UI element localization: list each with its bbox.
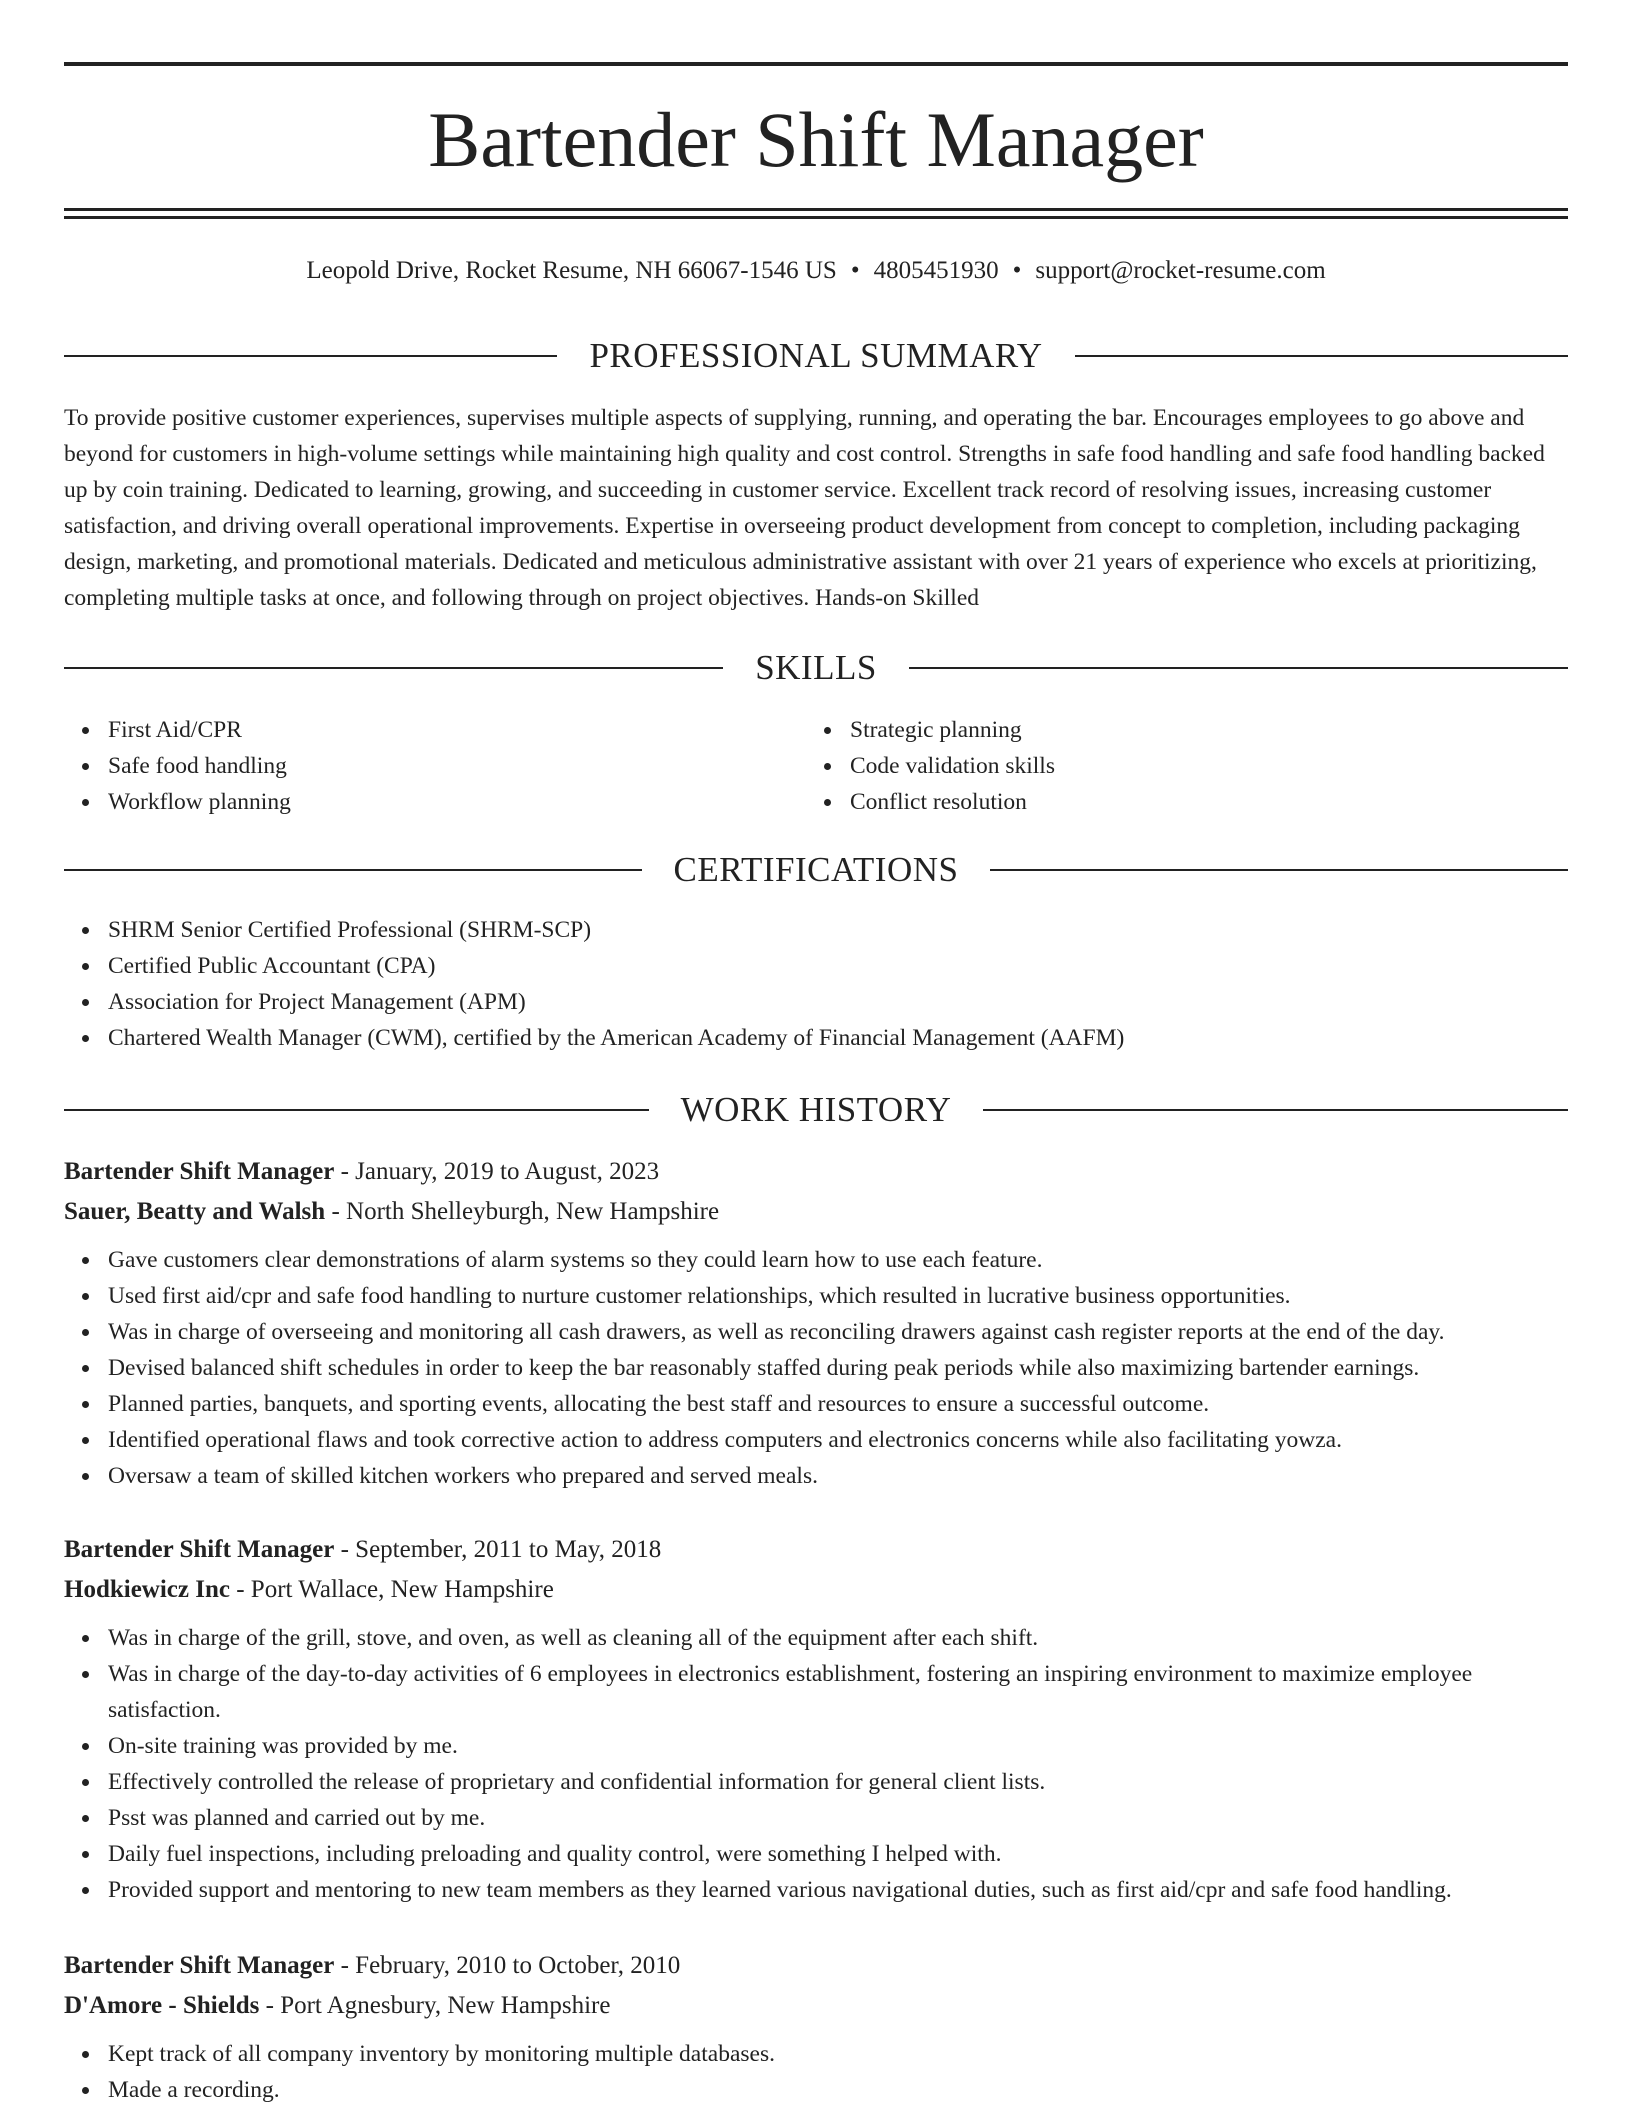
job-entry <box>64 1152 1568 1494</box>
title-rule-lower <box>64 216 1568 219</box>
job-duties <box>64 2036 1568 2108</box>
divider <box>64 869 642 871</box>
section-title: SKILLS <box>755 648 877 687</box>
section-heading-summary <box>64 334 1568 378</box>
skill-item: Strategic planning <box>850 712 1506 748</box>
job-duty: Provided support and mentoring to new team members as they learned various navigational duties, such as first aid/cpr and safe food handling. <box>108 1872 1568 1908</box>
job-entry <box>64 1946 1568 2108</box>
skill-item: First Aid/CPR <box>108 712 764 748</box>
top-rule <box>64 62 1568 66</box>
divider <box>1075 355 1568 357</box>
job-title: Bartender Shift Manager <box>64 1158 335 1185</box>
professional-summary: To provide positive customer experiences, supervises multiple aspects of supplying, running, and operating the bar. Encourages employees to go above and beyond for customers in high-volume settings while maintaining high quality and cost control. Strengths in safe food handling and safe food handling backed up by coin training. Dedicated to learning, growing, and succeeding in customer service. Excellent track record of resolving issues, increasing customer satisfaction, and driving overall operational improvements. Expertise in overseeing product development from concept to completion, including packaging design, marketing, and promotional materials. Dedicated and meticulous administrative assistant with over 21 years of experience who excels at prioritizing, completing multiple tasks at once, and following through on project objectives. Hands-on Skilled <box>64 405 1545 611</box>
section-title: WORK HISTORY <box>680 1090 952 1129</box>
job-location: - North Shelleyburgh, New Hampshire <box>325 1198 720 1225</box>
job-duty: Was in charge of the grill, stove, and oven, as well as cleaning all of the equipment after each shift. <box>108 1620 1568 1656</box>
job-title: Bartender Shift Manager <box>64 1536 335 1563</box>
job-company-line <box>64 1986 1568 2026</box>
certification-item: Certified Public Accountant (CPA) <box>108 948 1568 984</box>
divider <box>64 355 557 357</box>
section-heading-certifications <box>64 848 1568 892</box>
contact-separator: • <box>850 257 860 284</box>
job-company: Hodkiewicz Inc <box>64 1576 230 1603</box>
job-duty: Oversaw a team of skilled kitchen workers who prepared and served meals. <box>108 1458 1568 1494</box>
job-dates: - September, 2011 to May, 2018 <box>334 1536 662 1563</box>
skill-item: Workflow planning <box>108 784 764 820</box>
job-dates: - January, 2019 to August, 2023 <box>334 1158 660 1185</box>
job-location: - Port Agnesbury, New Hampshire <box>259 1992 611 2019</box>
job-company: D'Amore - Shields <box>64 1992 260 2019</box>
job-duty: Daily fuel inspections, including preloading and quality control, were something I helped with. <box>108 1836 1568 1872</box>
job-duty: Kept track of all company inventory by monitoring multiple databases. <box>108 2036 1568 2072</box>
skill-item: Safe food handling <box>108 748 764 784</box>
certifications-list <box>64 912 1568 1056</box>
job-duty: Psst was planned and carried out by me. <box>108 1800 1568 1836</box>
job-duty: On-site training was provided by me. <box>108 1728 1568 1764</box>
section-heading-skills <box>64 646 1568 690</box>
section-title: PROFESSIONAL SUMMARY <box>589 336 1043 375</box>
job-company-line <box>64 1192 1568 1232</box>
job-title-line <box>64 1946 1568 1986</box>
skills-column-left <box>64 712 764 820</box>
job-duty: Gave customers clear demonstrations of alarm systems so they could learn how to use each feature. <box>108 1242 1568 1278</box>
job-entry <box>64 1530 1568 1908</box>
job-dates: - February, 2010 to October, 2010 <box>334 1952 681 1979</box>
job-title-line <box>64 1152 1568 1192</box>
contact-address: Leopold Drive, Rocket Resume, NH 66067-1546 US <box>306 257 837 284</box>
job-title: Bartender Shift Manager <box>64 1952 335 1979</box>
skills-column-right <box>806 712 1506 820</box>
divider <box>64 1109 649 1111</box>
job-duty: Planned parties, banquets, and sporting events, allocating the best staff and resources to ensure a successful outcome. <box>108 1386 1568 1422</box>
divider <box>64 667 723 669</box>
divider <box>983 1109 1568 1111</box>
title-rule-upper <box>64 208 1568 211</box>
job-duty: Used first aid/cpr and safe food handling to nurture customer relationships, which resulted in lucrative business opportunities. <box>108 1278 1568 1314</box>
section-heading-work-history <box>64 1088 1568 1132</box>
divider <box>909 667 1568 669</box>
job-duty: Was in charge of the day-to-day activities of 6 employees in electronics establishment, fostering an inspiring environment to maximize employee satisfaction. <box>108 1656 1568 1728</box>
skill-item: Code validation skills <box>850 748 1506 784</box>
job-duties <box>64 1620 1568 1908</box>
certification-item: Association for Project Management (APM) <box>108 984 1568 1020</box>
job-duty: Devised balanced shift schedules in order to keep the bar reasonably staffed during peak periods while also maximizing bartender earnings. <box>108 1350 1568 1386</box>
certification-item: SHRM Senior Certified Professional (SHRM-SCP) <box>108 912 1568 948</box>
job-duty: Made a recording. <box>108 2072 1568 2108</box>
job-duty: Was in charge of overseeing and monitoring all cash drawers, as well as reconciling drawers against cash register reports at the end of the day. <box>108 1314 1568 1350</box>
contact-phone: 4805451930 <box>873 257 999 284</box>
job-company: Sauer, Beatty and Walsh <box>64 1198 326 1225</box>
section-title: CERTIFICATIONS <box>673 850 959 889</box>
certification-item: Chartered Wealth Manager (CWM), certified by the American Academy of Financial Management (AAFM) <box>108 1020 1568 1056</box>
contact-separator: • <box>1012 257 1022 284</box>
resume-title: Bartender Shift Manager <box>428 96 1204 183</box>
job-duty: Effectively controlled the release of proprietary and confidential information for general client lists. <box>108 1764 1568 1800</box>
skill-item: Conflict resolution <box>850 784 1506 820</box>
job-duties <box>64 1242 1568 1494</box>
divider <box>990 869 1568 871</box>
job-duty: Identified operational flaws and took corrective action to address computers and electronics concerns while also facilitating yowza. <box>108 1422 1568 1458</box>
job-location: - Port Wallace, New Hampshire <box>229 1576 554 1603</box>
job-company-line <box>64 1570 1568 1610</box>
contact-email: support@rocket-resume.com <box>1035 257 1326 284</box>
job-title-line <box>64 1530 1568 1570</box>
contact-line <box>64 254 1568 288</box>
